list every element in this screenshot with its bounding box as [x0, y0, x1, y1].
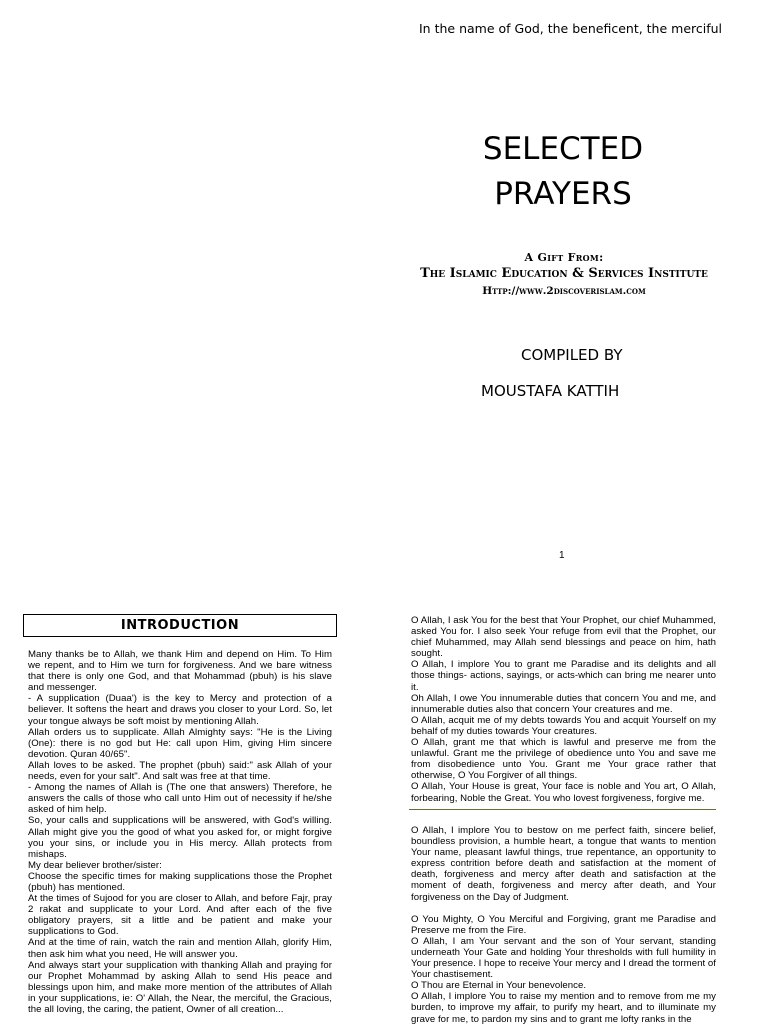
title-line-2: PRAYERS	[494, 176, 632, 212]
intro-paragraph: My dear believer brother/sister:	[28, 859, 162, 871]
prayer-paragraph: O Allah, I implore You to bestow on me perfect faith, sincere belief, boundless provision, a humble heart, a tongue that wants to mention Your name, pleasant lawful things, true repentance, an opportunity to express contrition before death and satisfaction at the moment of death, forgiveness and mercy after death and satisfaction at the moment of death, forgiveness and mercy after death, and Your forgiveness on the Day of Judgment.	[411, 825, 716, 903]
author-name: MOUSTAFA KATTIH	[481, 382, 620, 400]
prayer-paragraph: O Allah, acquit me of my debts towards You and acquit Yourself on my behalf of my duties towards Your creatures.	[411, 714, 716, 737]
intro-paragraph: Choose the specific times for making supplications those the Prophet (pbuh) has mentioned.	[28, 870, 332, 893]
gift-from-label: A Gift From:	[524, 251, 604, 264]
intro-paragraph: And at the time of rain, watch the rain and mention Allah, glorify Him, then ask him what you need, He will answer you.	[28, 937, 332, 960]
section-divider	[409, 809, 716, 810]
intro-paragraph: - A supplication (Duaa') is the key to Mercy and protection of a believer. It softens the heart and draws you closer to your Lord. So, let your tongue always be soft moist by mentioning Allah.	[28, 693, 332, 727]
prayer-paragraph: O Thou are Eternal in Your benevolence.	[411, 980, 587, 992]
intro-paragraph: - Among the names of Allah is (The one that answers) Therefore, he answers the calls of those who call unto Him out of necessity if he/she asked of him help.	[28, 782, 332, 816]
intro-paragraph: Many thanks be to Allah, we thank Him and depend on Him. To Him we repent, and to Him we turn for forgiveness. And we bare witness that there is only one God, and that Mohammad (pbuh) is his slave and messenger.	[28, 649, 332, 694]
prayer-paragraph: Oh Allah, I owe You innumerable duties that concern You and me, and innumerable duties also that concern Your creatures and me.	[411, 692, 716, 715]
introduction-body	[28, 649, 332, 1015]
basmala-header: In the name of God, the beneficent, the merciful	[419, 21, 723, 36]
introduction-heading: INTRODUCTION	[23, 614, 337, 637]
institute-name: The Islamic Education & Services Institute	[420, 266, 708, 281]
prayer-paragraph: O Allah, Your House is great, Your face is noble and You art, O Allah, forbearing, Noble the Great. You who lovest forgiveness, forgive me.	[411, 781, 716, 804]
paragraph-gap	[411, 903, 716, 914]
title-line-1: SELECTED	[482, 131, 644, 167]
intro-paragraph: So, your calls and supplications will be answered, with God's willing. Allah might give you the good of what you asked for, or might forgive you your sins, or include you in His mercy. Allah protects from mishaps.	[28, 815, 332, 860]
prayer-paragraph: O Allah, I ask You for the best that Your Prophet, our chief Muhammed, asked You for. I also seek Your refuge from evil that the Prophet, our chief Muhammed, may Allah send blessings and peace on him, hath sought.	[411, 615, 716, 660]
prayer-paragraph: O Allah, I am Your servant and the son of Your servant, standing underneath Your Gate and holding Your thresholds with full humility in Your presence. I hope to receive Your mercy and I dread the torment of Your chastisement.	[411, 935, 716, 981]
compiled-by-label: COMPILED BY	[521, 346, 623, 364]
intro-paragraph: And always start your supplication with thanking Allah and praying for our Prophet Mohammad by asking Allah to send His peace and blessings upon him, and make more mention of the attributes of Allah in your supplications, ie: O' Allah, the Near, the merciful, the Gracious, the all loving, the caring, the patient, Owner of all creation...	[28, 959, 332, 1015]
prayer-paragraph: O Allah, grant me that which is lawful and preserve me from the unlawful. Grant me the privilege of obedience unto You and save me from disobedience unto You. Grant me Your grace rather that otherwise, O You Forgiver of all things.	[411, 737, 716, 782]
prayers-section-b	[411, 825, 716, 1025]
intro-paragraph: Allah orders us to supplicate. Allah Almighty says: "He is the Living (One): there is no god but He: call upon Him, giving Him sincere devotion. Quran 40/65".	[28, 726, 332, 760]
website-url: Http://www.2discoverislam.com	[482, 285, 646, 297]
page-number: 1	[559, 550, 565, 561]
intro-paragraph: Allah loves to be asked. The prophet (pbuh) said:" ask Allah of your needs, even for your salt". And salt was free at that time.	[28, 759, 332, 783]
prayer-paragraph: O Allah, I implore You to raise my mention and to remove from me my burden, to improve my affair, to purify my heart, and to illuminate my grave for me, to pardon my sins and to grant me lofty ranks in the	[411, 991, 716, 1025]
prayer-paragraph: O Allah, I implore You to grant me Paradise and its delights and all those things- actions, sayings, or acts-which can bring me nearer unto it.	[411, 659, 716, 693]
intro-paragraph: At the times of Sujood for you are closer to Allah, and before Fajr, pray 2 rakat and supplicate to your Lord. And after each of the five obligatory prayers, sit a little and be patient and make your supplications to God.	[28, 893, 332, 938]
prayer-paragraph: O You Mighty, O You Merciful and Forgiving, grant me Paradise and Preserve me from the Fire.	[411, 913, 716, 936]
prayers-section-a	[411, 615, 716, 804]
